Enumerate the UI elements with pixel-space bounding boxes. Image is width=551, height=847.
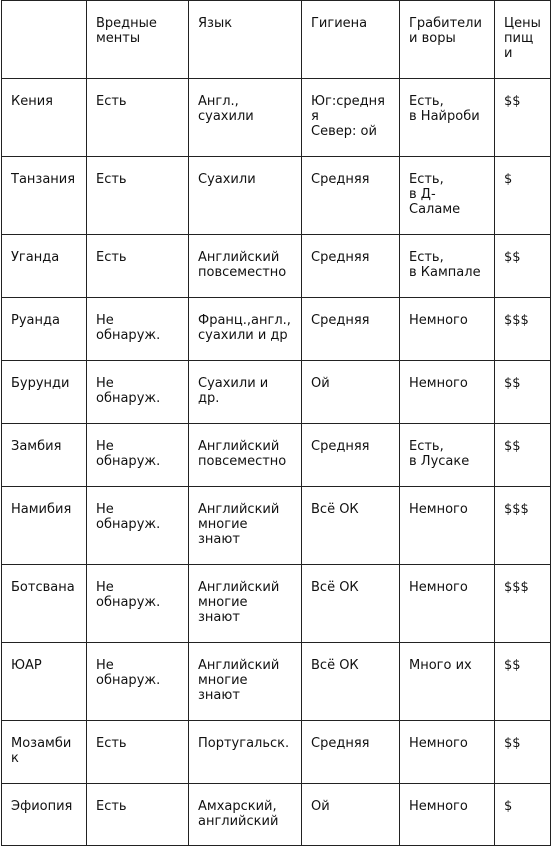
table-row <box>2 643 551 721</box>
food-price-cell: $$ <box>495 643 551 721</box>
food-price-cell: $$ <box>495 721 551 784</box>
pests-cell: Есть <box>87 235 189 298</box>
pests-cell: Есть <box>87 79 189 157</box>
pests-cell: Не обнаруж. <box>87 643 189 721</box>
table-row <box>2 784 551 846</box>
pests-cell: Есть <box>87 784 189 846</box>
language-cell: Английский повсеместно <box>189 235 302 298</box>
thieves-cell: Немного <box>400 721 495 784</box>
thieves-cell: Есть, в Кампале <box>400 235 495 298</box>
hygiene-cell: Ой <box>302 361 400 424</box>
table-row <box>2 157 551 235</box>
hygiene-cell: Средняя <box>302 298 400 361</box>
table-row <box>2 424 551 487</box>
table-row <box>2 487 551 565</box>
language-cell: Суахили и др. <box>189 361 302 424</box>
header-cell-language: Язык <box>189 1 302 79</box>
thieves-cell: Есть, в Найроби <box>400 79 495 157</box>
header-cell-food-prices: Цены пищ и <box>495 1 551 79</box>
thieves-cell: Немного <box>400 565 495 643</box>
hygiene-cell: Средняя <box>302 157 400 235</box>
header-row <box>2 1 551 79</box>
country-cell: Бурунди <box>2 361 87 424</box>
food-price-cell: $ <box>495 157 551 235</box>
header-cell-pests: Вредные менты <box>87 1 189 79</box>
food-price-cell: $ <box>495 784 551 846</box>
language-cell: Англ., суахили <box>189 79 302 157</box>
table-row <box>2 565 551 643</box>
hygiene-cell: Средняя <box>302 235 400 298</box>
table-row <box>2 235 551 298</box>
food-price-cell: $$ <box>495 235 551 298</box>
language-cell: Английский многие знают <box>189 643 302 721</box>
country-cell: Эфиопия <box>2 784 87 846</box>
country-cell: Замбия <box>2 424 87 487</box>
country-cell: Ботсвана <box>2 565 87 643</box>
language-cell: Португальск. <box>189 721 302 784</box>
food-price-cell: $$$ <box>495 298 551 361</box>
food-price-cell: $$ <box>495 424 551 487</box>
thieves-cell: Много их <box>400 643 495 721</box>
thieves-cell: Немного <box>400 784 495 846</box>
country-comparison-table <box>1 0 551 846</box>
table-row <box>2 361 551 424</box>
thieves-cell: Немного <box>400 361 495 424</box>
country-cell: Руанда <box>2 298 87 361</box>
hygiene-cell: Всё ОК <box>302 487 400 565</box>
pests-cell: Не обнаруж. <box>87 361 189 424</box>
table-row <box>2 298 551 361</box>
food-price-cell: $$$ <box>495 565 551 643</box>
hygiene-cell: Всё ОК <box>302 565 400 643</box>
language-cell: Английский многие знают <box>189 565 302 643</box>
hygiene-cell: Всё ОК <box>302 643 400 721</box>
country-cell: Намибия <box>2 487 87 565</box>
language-cell: Франц.,англ., суахили и др <box>189 298 302 361</box>
thieves-cell: Немного <box>400 298 495 361</box>
pests-cell: Есть <box>87 721 189 784</box>
pests-cell: Не обнаруж. <box>87 298 189 361</box>
thieves-cell: Есть, в Лусаке <box>400 424 495 487</box>
food-price-cell: $$ <box>495 79 551 157</box>
hygiene-cell: Юг:средня я Север: ой <box>302 79 400 157</box>
country-cell: ЮАР <box>2 643 87 721</box>
country-cell: Мозамби к <box>2 721 87 784</box>
pests-cell: Есть <box>87 157 189 235</box>
language-cell: Суахили <box>189 157 302 235</box>
hygiene-cell: Средняя <box>302 424 400 487</box>
pests-cell: Не обнаруж. <box>87 487 189 565</box>
table-row <box>2 79 551 157</box>
language-cell: Амхарский, английский <box>189 784 302 846</box>
country-cell: Уганда <box>2 235 87 298</box>
country-cell: Кения <box>2 79 87 157</box>
language-cell: Английский повсеместно <box>189 424 302 487</box>
pests-cell: Не обнаруж. <box>87 565 189 643</box>
pests-cell: Не обнаруж. <box>87 424 189 487</box>
country-cell: Танзания <box>2 157 87 235</box>
thieves-cell: Немного <box>400 487 495 565</box>
header-cell-hygiene: Гигиена <box>302 1 400 79</box>
table-row <box>2 721 551 784</box>
thieves-cell: Есть, в Д- Саламе <box>400 157 495 235</box>
food-price-cell: $$$ <box>495 487 551 565</box>
food-price-cell: $$ <box>495 361 551 424</box>
header-cell-country <box>2 1 87 79</box>
language-cell: Английский многие знают <box>189 487 302 565</box>
header-cell-thieves: Грабители и воры <box>400 1 495 79</box>
hygiene-cell: Средняя <box>302 721 400 784</box>
hygiene-cell: Ой <box>302 784 400 846</box>
